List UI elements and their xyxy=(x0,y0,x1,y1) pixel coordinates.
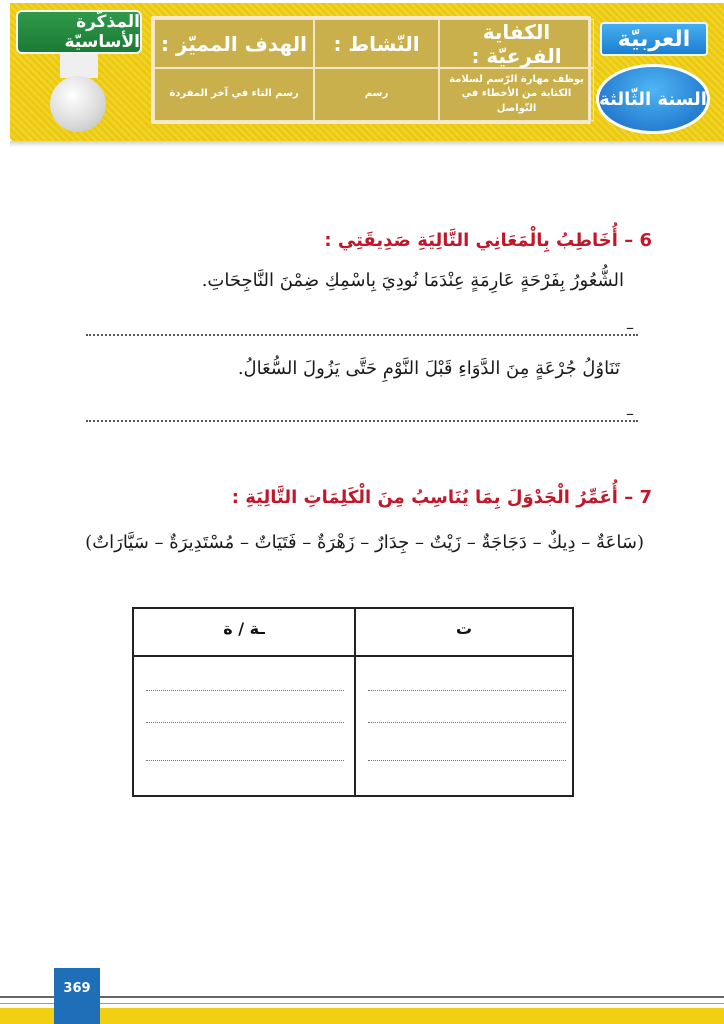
logo-ball xyxy=(50,76,106,132)
answer-line-2[interactable] xyxy=(86,402,638,422)
answer-dash-2: – xyxy=(626,404,634,423)
lesson-info-box xyxy=(151,16,591,124)
footer-band xyxy=(0,1008,724,1024)
right-answer-line-1[interactable] xyxy=(368,689,566,691)
exercise7-title: 7 – أُعَمِّرُ الْجَدْوَلَ بِمَا يُنَاسِبُ مِنَ الْكَلِمَاتِ التَّالِيَةِ : xyxy=(231,487,652,508)
logo-title: المذكّرة الأساسيّة xyxy=(16,10,142,54)
objective-text: رسم التاء في آخر المفردة xyxy=(154,68,314,121)
right-answer-line-2[interactable] xyxy=(368,721,566,723)
logo-stem xyxy=(60,52,98,78)
subject-badge: العربيّة xyxy=(600,22,708,56)
header-shadow xyxy=(10,141,724,147)
table-header-divider xyxy=(134,655,572,657)
right-answer-line-3[interactable] xyxy=(368,759,566,761)
table-header-taa: ت xyxy=(455,619,473,638)
page-number: 369 xyxy=(54,968,100,1024)
table-header-taa-marbuta: ـة / ة xyxy=(223,619,265,638)
objective-label: الهدف المميّز : xyxy=(154,19,314,68)
exercise6-title: 6 – أُخَاطِبُ بِالْمَعَانِي التَّالِيَةِ صَدِيقَتِي : xyxy=(324,230,652,251)
left-answer-line-3[interactable] xyxy=(146,759,344,761)
competency-label: الكفاية الفرعيّة : xyxy=(439,19,594,68)
exercise6-sentence1: الشُّعُورُ بِفَرْحَةٍ عَارِمَةٍ عِنْدَمَا نُودِيَ بِاسْمِكِ ضِمْنَ النَّاجِحَاتِ. xyxy=(201,270,624,291)
footer-rule-thin xyxy=(0,1003,724,1004)
left-answer-line-1[interactable] xyxy=(146,689,344,691)
exercise6-sentence2: تَنَاوُلُ جُرْعَةٍ مِنَ الدَّوَاءِ قَبْلَ النَّوْمِ حَتَّى يَزُولَ السُّعَالُ. xyxy=(237,358,620,379)
grade-badge: السنة الثّالثة xyxy=(596,64,710,134)
answer-dash-1: – xyxy=(626,318,634,337)
exercise7-word-list: (سَاعَةٌ – دِيكٌ – دَجَاجَةٌ – زَيْتٌ – جِدَارٌ – زَهْرَةٌ – فَتَيَاتٌ – مُسْتَدِيرَةٌ – سَيَّارَاتٌ) xyxy=(85,532,644,553)
sorting-table xyxy=(132,607,574,797)
activity-label: النّشاط : xyxy=(314,19,439,68)
competency-text: يوظف مهارة الرّسم لسلامة الكتابة من الأخطاء في التّواصل xyxy=(439,68,594,121)
left-answer-line-2[interactable] xyxy=(146,721,344,723)
answer-line-1[interactable] xyxy=(86,316,638,336)
activity-text: رسم xyxy=(314,68,439,121)
footer-rule xyxy=(0,996,724,998)
